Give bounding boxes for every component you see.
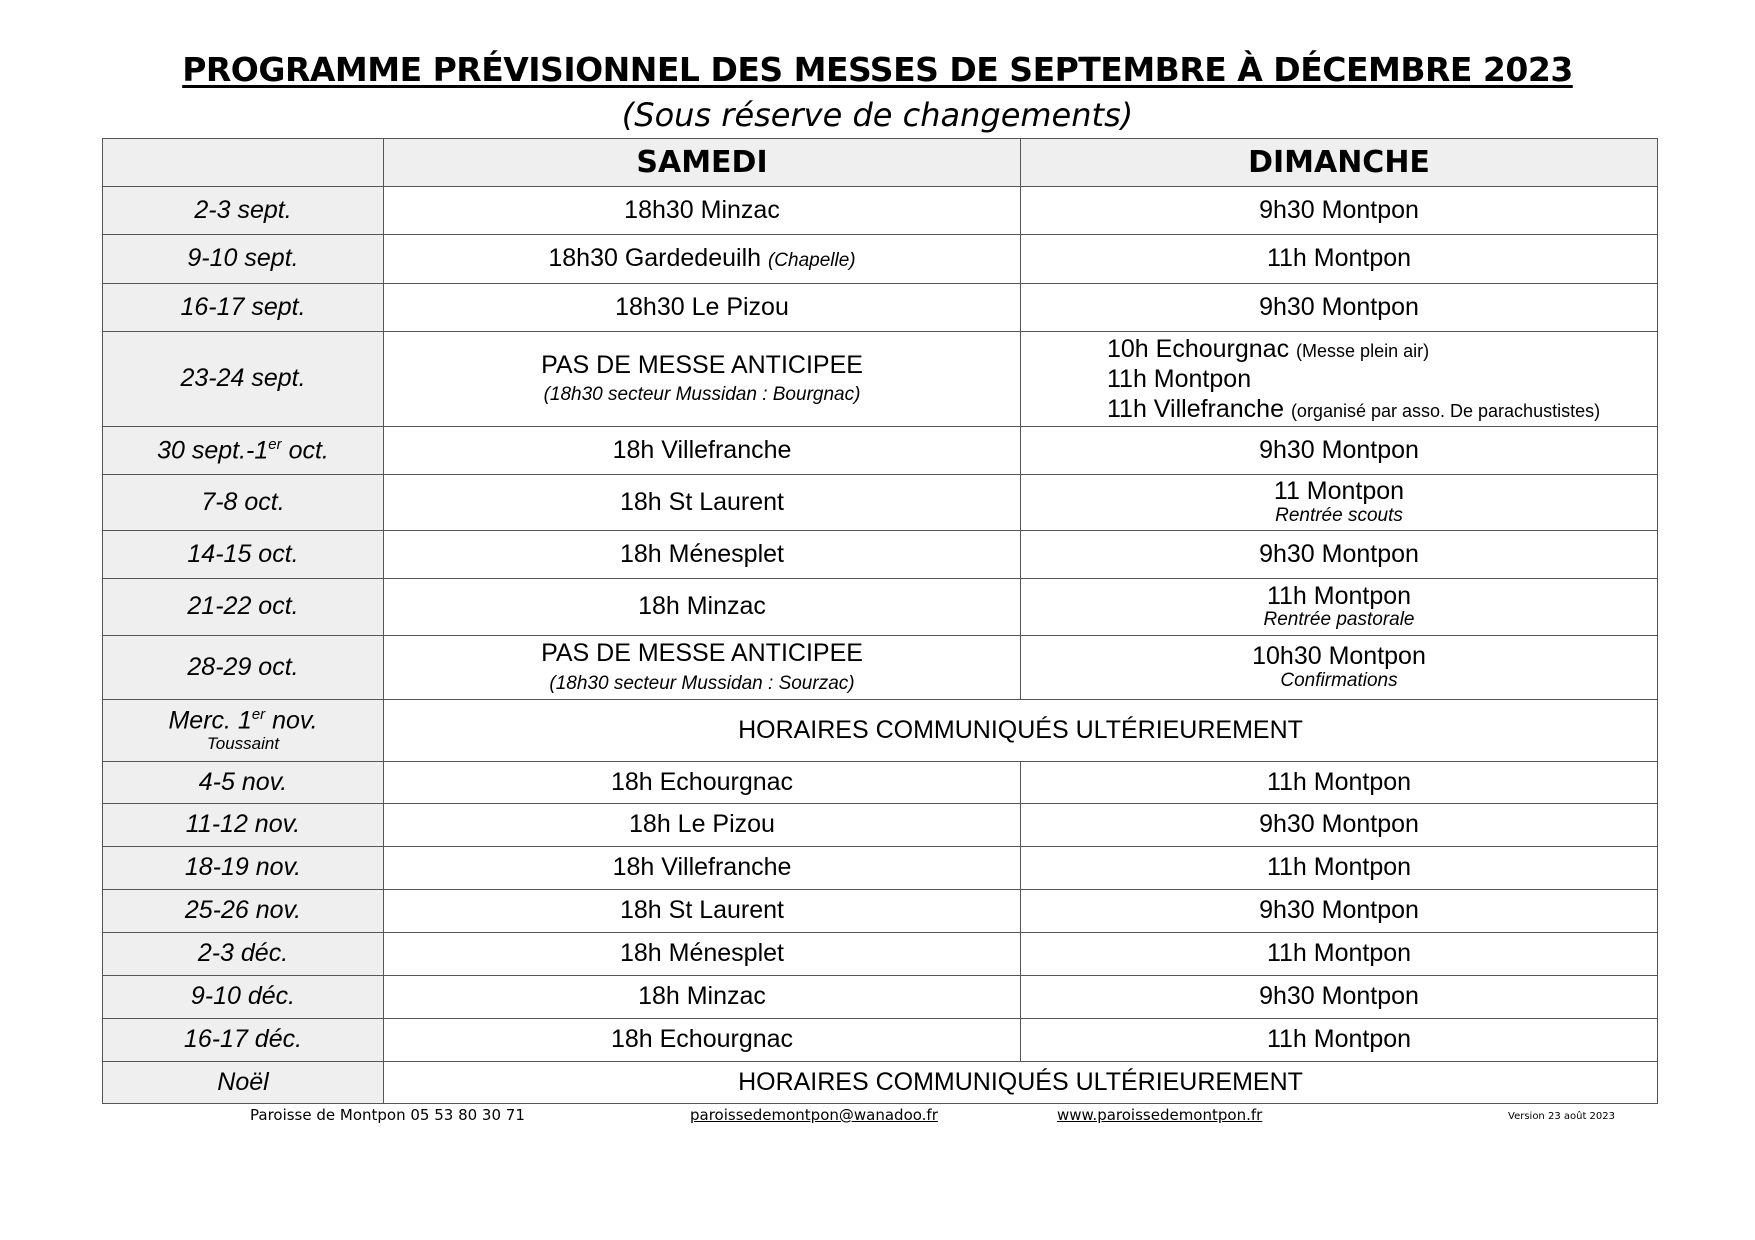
samedi-cell (384, 933, 1021, 976)
samedi-mass (388, 854, 1016, 882)
samedi-mass-text: 18h Villefranche (612, 853, 792, 882)
dimanche-mass-line (1107, 334, 1653, 364)
dimanche-mass: 9h30 Montpon (1259, 539, 1419, 568)
samedi-note: (Chapelle) (767, 250, 856, 272)
date-cell (103, 700, 384, 762)
dimanche-cell (1021, 284, 1658, 332)
samedi-mass-text: 18h30 Minzac (624, 195, 780, 224)
date-label: 21-22 oct. (187, 592, 299, 621)
samedi-mass-text: 18h Villefranche (612, 435, 792, 464)
samedi-mass (388, 245, 1016, 273)
dimanche-cell (1021, 1019, 1658, 1062)
samedi-cell (384, 847, 1021, 890)
table-row (103, 804, 1658, 847)
footer-email[interactable] (690, 1106, 938, 1124)
date-cell (103, 804, 384, 847)
dimanche-cell (1021, 427, 1658, 475)
date-label: 9-10 déc. (190, 982, 296, 1011)
date-label: 2-3 déc. (197, 939, 289, 968)
samedi-mass (388, 197, 1016, 225)
website-link[interactable]: www.paroissedemontpon.fr (1057, 1106, 1263, 1124)
samedi-mass (388, 489, 1016, 517)
dimanche-mass: 9h30 Montpon (1259, 195, 1419, 224)
samedi-cell (384, 579, 1021, 636)
table-row (103, 475, 1658, 531)
table-header-row (103, 139, 1658, 187)
date-note: Toussaint (206, 734, 280, 754)
date-label: Noël (217, 1067, 269, 1096)
dimanche-mass: 11h Montpon (1266, 581, 1412, 610)
dimanche-cell (1021, 933, 1658, 976)
dimanche-cell (1021, 890, 1658, 933)
samedi-cell (384, 762, 1021, 804)
table-row (103, 1019, 1658, 1062)
date-label: 14-15 oct. (187, 539, 299, 568)
dimanche-cell (1021, 847, 1658, 890)
header-date-cell (103, 139, 384, 187)
table-row (103, 976, 1658, 1019)
header-samedi: SAMEDI (384, 139, 1021, 187)
date-cell (103, 187, 384, 235)
samedi-mass-text: 18h St Laurent (619, 896, 784, 925)
table-row (103, 762, 1658, 804)
date-label: 18-19 nov. (184, 853, 302, 882)
samedi-cell (384, 235, 1021, 284)
dimanche-cell (1021, 579, 1658, 636)
dimanche-cell (1021, 636, 1658, 700)
schedule-announcement-cell: HORAIRES COMMUNIQUÉS ULTÉRIEUREMENT (384, 700, 1658, 762)
samedi-cell (384, 804, 1021, 847)
date-cell (103, 933, 384, 976)
samedi-mass (388, 640, 1016, 668)
dimanche-mass: 11h Montpon (1266, 939, 1412, 968)
samedi-cell (384, 976, 1021, 1019)
date-label: 11-12 nov. (185, 810, 301, 839)
date-label: 9-10 sept. (187, 244, 299, 273)
dimanche-mass: 11h Montpon (1266, 767, 1412, 796)
samedi-mass-text: 18h Minzac (638, 982, 766, 1011)
date-cell (103, 762, 384, 804)
date-label: 7-8 oct. (201, 487, 285, 516)
samedi-mass-text: 18h Le Pizou (629, 810, 775, 839)
date-label-part: nov. (265, 706, 318, 735)
dimanche-note: (organisé par asso. De parachustistes) (1290, 401, 1601, 421)
dimanche-cell (1021, 187, 1658, 235)
date-label: 2-3 sept. (194, 195, 292, 224)
dimanche-cell (1021, 762, 1658, 804)
date-label-part: oct. (281, 435, 329, 464)
samedi-mass-text: 18h Ménesplet (619, 539, 784, 568)
date-label (107, 707, 379, 735)
samedi-cell (384, 284, 1021, 332)
footer-version: Version 23 août 2023 (1508, 1111, 1615, 1122)
table-row (103, 636, 1658, 700)
dimanche-note: Confirmations (1280, 669, 1398, 691)
samedi-mass-text: 18h Minzac (638, 592, 766, 621)
table-row (103, 284, 1658, 332)
date-cell (103, 890, 384, 933)
date-superscript: er (268, 435, 282, 453)
dimanche-mass: 11h Montpon (1266, 244, 1412, 273)
date-cell (103, 847, 384, 890)
dimanche-note: Rentrée pastorale (1263, 609, 1415, 631)
table-row (103, 427, 1658, 475)
schedule-announcement-cell: HORAIRES COMMUNIQUÉS ULTÉRIEUREMENT (384, 1062, 1658, 1104)
dimanche-mass-line (1107, 394, 1653, 424)
samedi-mass-text: 18h Echourgnac (610, 1025, 794, 1054)
dimanche-cell (1021, 475, 1658, 531)
date-label-part: 30 sept.-1 (157, 435, 269, 464)
document-title: PROGRAMME PRÉVISIONNEL DES MESSES DE SEPTEMBRE À DÉCEMBRE 2023 (182, 50, 1573, 89)
samedi-cell (384, 890, 1021, 933)
dimanche-mass: 9h30 Montpon (1259, 810, 1419, 839)
email-link[interactable]: paroissedemontpon@wanadoo.fr (690, 1106, 938, 1124)
date-label: 23-24 sept. (180, 364, 306, 393)
date-cell (103, 284, 384, 332)
samedi-mass (388, 593, 1016, 621)
dimanche-mass: 9h30 Montpon (1259, 292, 1419, 321)
samedi-mass-text: 18h St Laurent (619, 487, 784, 516)
samedi-cell (384, 332, 1021, 427)
date-cell (103, 636, 384, 700)
date-cell (103, 475, 384, 531)
table-row (103, 890, 1658, 933)
samedi-mass-text: PAS DE MESSE ANTICIPEE (541, 639, 863, 668)
samedi-mass (388, 352, 1016, 380)
samedi-mass-text: 18h30 Le Pizou (615, 292, 789, 321)
dimanche-mass: 11 Montpon (1273, 477, 1405, 506)
samedi-mass (388, 541, 1016, 569)
date-cell (103, 1062, 384, 1104)
date-label-part: Merc. 1 (168, 706, 252, 735)
table-row (103, 235, 1658, 284)
footer-website[interactable] (1057, 1106, 1262, 1124)
date-label: 25-26 nov. (184, 896, 302, 925)
date-cell (103, 976, 384, 1019)
dimanche-mass: 9h30 Montpon (1259, 435, 1419, 464)
date-cell (103, 531, 384, 579)
samedi-mass (388, 811, 1016, 839)
samedi-note: (18h30 secteur Mussidan : Sourzac) (549, 672, 855, 694)
samedi-mass (388, 437, 1016, 465)
dimanche-cell (1021, 531, 1658, 579)
document-subtitle: (Sous réserve de changements) (621, 96, 1134, 134)
date-cell (103, 235, 384, 284)
date-label: 28-29 oct. (187, 652, 299, 681)
date-superscript: er (251, 706, 266, 724)
dimanche-cell (1021, 235, 1658, 284)
dimanche-cell (1021, 804, 1658, 847)
dimanche-mass: 9h30 Montpon (1259, 982, 1419, 1011)
dimanche-mass: 9h30 Montpon (1259, 896, 1419, 925)
header-dimanche: DIMANCHE (1021, 139, 1658, 187)
dimanche-mass-text: 11h Montpon (1107, 365, 1252, 393)
dimanche-mass: 11h Montpon (1266, 1025, 1412, 1054)
samedi-mass (388, 769, 1016, 797)
date-label: 16-17 sept. (180, 292, 306, 321)
samedi-cell (384, 427, 1021, 475)
date-label: 4-5 nov. (198, 767, 288, 796)
samedi-cell (384, 475, 1021, 531)
dimanche-mass-text: 10h Echourgnac (1107, 335, 1290, 363)
samedi-cell (384, 531, 1021, 579)
date-label (107, 437, 379, 465)
table-row (103, 1062, 1658, 1104)
samedi-cell (384, 187, 1021, 235)
mass-schedule-table (102, 138, 1658, 1104)
date-cell (103, 332, 384, 427)
dimanche-note: (Messe plein air) (1296, 341, 1430, 361)
dimanche-mass: 10h30 Montpon (1252, 642, 1426, 671)
table-row (103, 531, 1658, 579)
date-cell (103, 1019, 384, 1062)
samedi-mass-text: 18h30 Gardedeuilh (548, 244, 762, 273)
samedi-mass (388, 897, 1016, 925)
samedi-note: (18h30 secteur Mussidan : Bourgnac) (543, 384, 861, 406)
samedi-cell (384, 1019, 1021, 1062)
samedi-mass (388, 983, 1016, 1011)
samedi-mass-text: 18h Ménesplet (619, 939, 784, 968)
samedi-cell (384, 636, 1021, 700)
date-cell (103, 579, 384, 636)
dimanche-mass: 11h Montpon (1266, 853, 1412, 882)
samedi-mass (388, 1026, 1016, 1054)
dimanche-cell (1021, 332, 1658, 427)
dimanche-note: Rentrée scouts (1275, 504, 1403, 526)
table-row (103, 579, 1658, 636)
table-row (103, 332, 1658, 427)
table-row (103, 700, 1658, 762)
date-cell (103, 427, 384, 475)
table-row (103, 187, 1658, 235)
footer-parish-phone: Paroisse de Montpon 05 53 80 30 71 (250, 1106, 525, 1124)
dimanche-mass-line (1107, 364, 1653, 394)
date-label: 16-17 déc. (183, 1025, 303, 1054)
samedi-mass-text: PAS DE MESSE ANTICIPEE (541, 350, 863, 379)
samedi-mass-text: 18h Echourgnac (610, 767, 794, 796)
table-row (103, 847, 1658, 890)
samedi-mass (388, 940, 1016, 968)
dimanche-cell (1021, 976, 1658, 1019)
samedi-mass (388, 294, 1016, 322)
dimanche-mass-text: 11h Villefranche (1107, 395, 1284, 423)
table-row (103, 933, 1658, 976)
